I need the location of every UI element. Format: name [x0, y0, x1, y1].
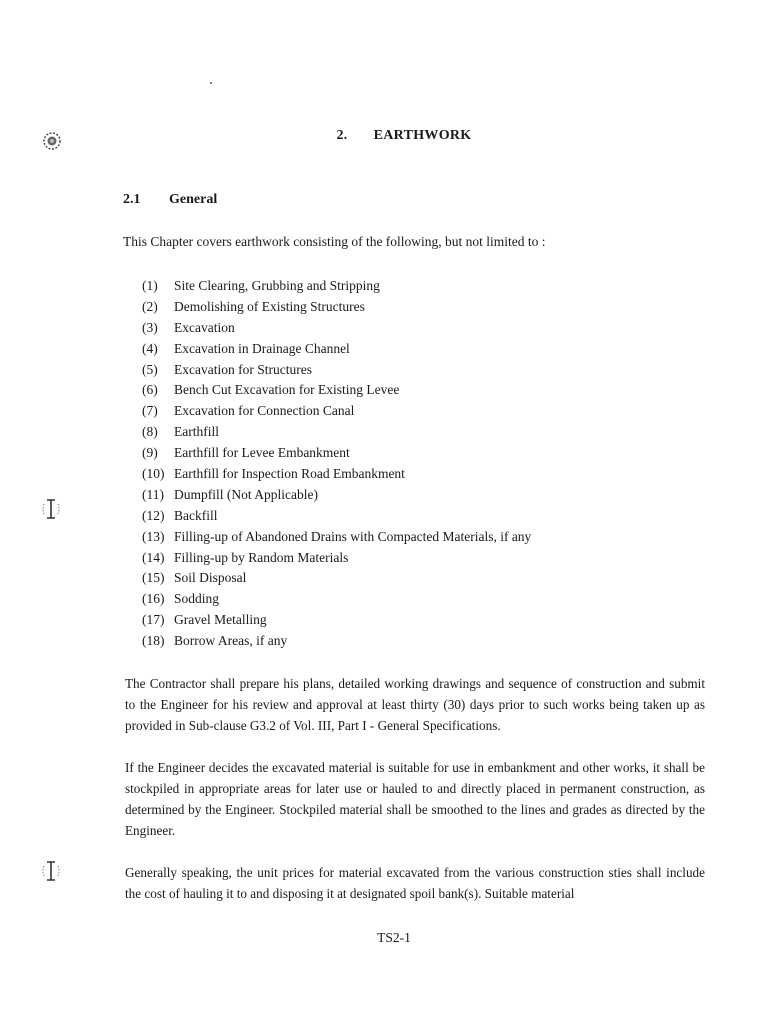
punch-hole-icon — [40, 496, 62, 522]
list-item-text: Bench Cut Excavation for Existing Levee — [174, 382, 400, 398]
list-item — [142, 276, 531, 297]
list-item-text: Soil Disposal — [174, 570, 247, 586]
paragraph-excavated-material: If the Engineer decides the excavated material is suitable for use in embankment and other works, it shall be stockpiled in appropriate areas for later use or hauled to and directly placed in permanent construction, as determined by the Engineer. Stockpiled material shall be smoothed to the lines and grades as directed by the Engineer. — [125, 760, 705, 838]
list-item-number: (12) — [142, 507, 165, 523]
list-item-number: (7) — [142, 403, 158, 419]
list-item — [142, 589, 531, 610]
list-item-number: (4) — [142, 340, 158, 356]
list-item-text: Earthfill for Inspection Road Embankment — [174, 466, 405, 482]
list-item-text: Demolishing of Existing Structures — [174, 298, 365, 314]
list-item-number: (11) — [142, 486, 164, 502]
list-item-number: (1) — [142, 278, 158, 293]
list-item-number: (16) — [142, 591, 165, 607]
scan-speck — [210, 82, 212, 84]
list-item — [142, 297, 531, 318]
list-item-text: Earthfill for Levee Embankment — [174, 445, 350, 461]
page-number: TS2-1 — [377, 930, 411, 945]
list-item-text: Backfill — [174, 507, 218, 523]
list-item — [142, 380, 531, 401]
list-item-number: (5) — [142, 361, 158, 377]
list-item-text: Sodding — [174, 591, 220, 607]
list-item-text: Gravel Metalling — [174, 612, 267, 628]
list-item-text: Filling-up of Abandoned Drains with Compacted Materials, if any — [174, 528, 532, 544]
paragraph-work-plans: The Contractor shall prepare his plans, detailed working drawings and sequence of construction and submit to the Engineer for his review and approval at least thirty (30) days prior to such works being taken up as provided in Sub-clause G3.2 of Vol. III, Part I - General Specifications. — [125, 676, 705, 733]
list-item — [142, 422, 531, 443]
chapter-title: EARTHWORK — [373, 128, 472, 143]
section-number: 2.1 — [123, 192, 141, 207]
list-item-number: (14) — [142, 549, 165, 565]
punch-hole-icon — [40, 858, 62, 884]
list-item — [142, 464, 531, 485]
list-item — [142, 548, 531, 569]
list-item-number: (10) — [142, 466, 165, 482]
list-item — [142, 485, 531, 506]
intro-text: This Chapter covers earthwork consisting of the following, but not limited to : — [123, 234, 546, 249]
list-item — [142, 443, 531, 464]
list-item-number: (3) — [142, 319, 158, 335]
list-item-text: Excavation in Drainage Channel — [174, 340, 350, 356]
paragraph-unit-prices: Generally speaking, the unit prices for material excavated from the various construction sties shall include the cost of hauling it to and disposing it at designated spoil bank(s). Suitable material — [125, 865, 705, 901]
list-item — [142, 631, 531, 652]
list-item-number: (9) — [142, 445, 158, 461]
list-item-number: (6) — [142, 382, 158, 398]
list-item-number: (2) — [142, 298, 158, 314]
list-item-text: Excavation — [174, 319, 235, 335]
earthwork-item-list — [142, 276, 531, 652]
list-item — [142, 360, 531, 381]
list-item-number: (18) — [142, 633, 165, 649]
list-item-text: Earthfill — [174, 424, 219, 440]
list-item — [142, 527, 531, 548]
list-item-number: (15) — [142, 570, 165, 586]
list-item-text: Excavation for Connection Canal — [174, 403, 355, 419]
chapter-number: 2. — [336, 128, 348, 143]
list-item — [142, 568, 531, 589]
list-item-number: (17) — [142, 612, 165, 628]
list-item — [142, 401, 531, 422]
chapter-heading — [0, 128, 768, 144]
section-title: General — [169, 192, 218, 207]
list-item — [142, 610, 531, 631]
list-item — [142, 318, 531, 339]
section-heading — [123, 192, 217, 208]
list-item — [142, 339, 531, 360]
list-item-text: Filling-up by Random Materials — [174, 549, 349, 565]
list-item-number: (13) — [142, 528, 165, 544]
list-item-text: Dumpfill (Not Applicable) — [174, 486, 318, 502]
list-item-text: Borrow Areas, if any — [174, 633, 288, 649]
list-item-number: (8) — [142, 424, 158, 440]
list-item-text: Excavation for Structures — [174, 361, 312, 377]
list-item-text: Site Clearing, Grubbing and Stripping — [174, 278, 380, 293]
list-item — [142, 506, 531, 527]
